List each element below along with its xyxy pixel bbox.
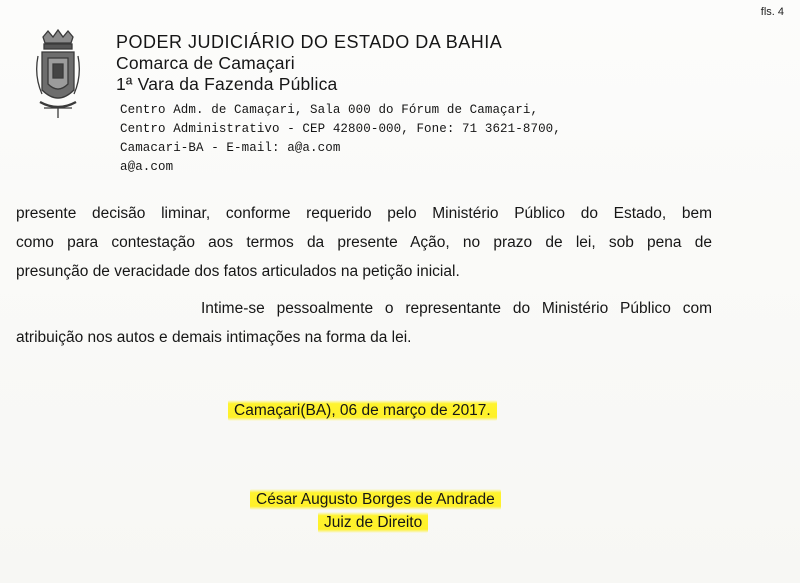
court-header — [116, 32, 636, 177]
court-name: PODER JUDICIÁRIO DO ESTADO DA BAHIA — [116, 32, 503, 52]
paragraph-line: atribuição nos autos e demais intimações na forma da lei. — [16, 329, 412, 346]
judge-signature-block — [250, 488, 501, 534]
page-number: fls. 4 — [760, 6, 784, 18]
state-coat-of-arms-icon — [34, 28, 82, 120]
address-line: a@a.com — [120, 160, 174, 174]
paragraph-line: como para contestação aos termos da presente Ação, no prazo de lei, sob pena de — [16, 234, 712, 251]
court-address — [120, 101, 636, 177]
district-name: Comarca de Camaçari — [116, 53, 295, 73]
address-line: Camacari-BA - E-mail: a@a.com — [120, 141, 341, 155]
summons-paragraph — [16, 294, 712, 352]
judge-role: Juiz de Direito — [318, 512, 428, 533]
address-line: Centro Administrativo - CEP 42800-000, Fone: 71 3621-8700, — [120, 122, 561, 136]
paragraph-line: presunção de veracidade dos fatos articulados na petição inicial. — [16, 263, 460, 280]
date-highlight: Camaçari(BA), 06 de março de 2017. — [228, 400, 497, 421]
judge-name: César Augusto Borges de Andrade — [250, 489, 501, 510]
paragraph-line: presente decisão liminar, conforme requerido pelo Ministério Público do Estado, bem — [16, 205, 712, 222]
address-line: Centro Adm. de Camaçari, Sala 000 do Fórum de Camaçari, — [120, 103, 539, 117]
date-line — [228, 400, 497, 422]
paragraph-line: Intime-se pessoalmente o representante do Ministério Público com — [201, 300, 712, 317]
decision-paragraph — [16, 199, 712, 286]
division-name: 1ª Vara da Fazenda Pública — [116, 74, 338, 94]
